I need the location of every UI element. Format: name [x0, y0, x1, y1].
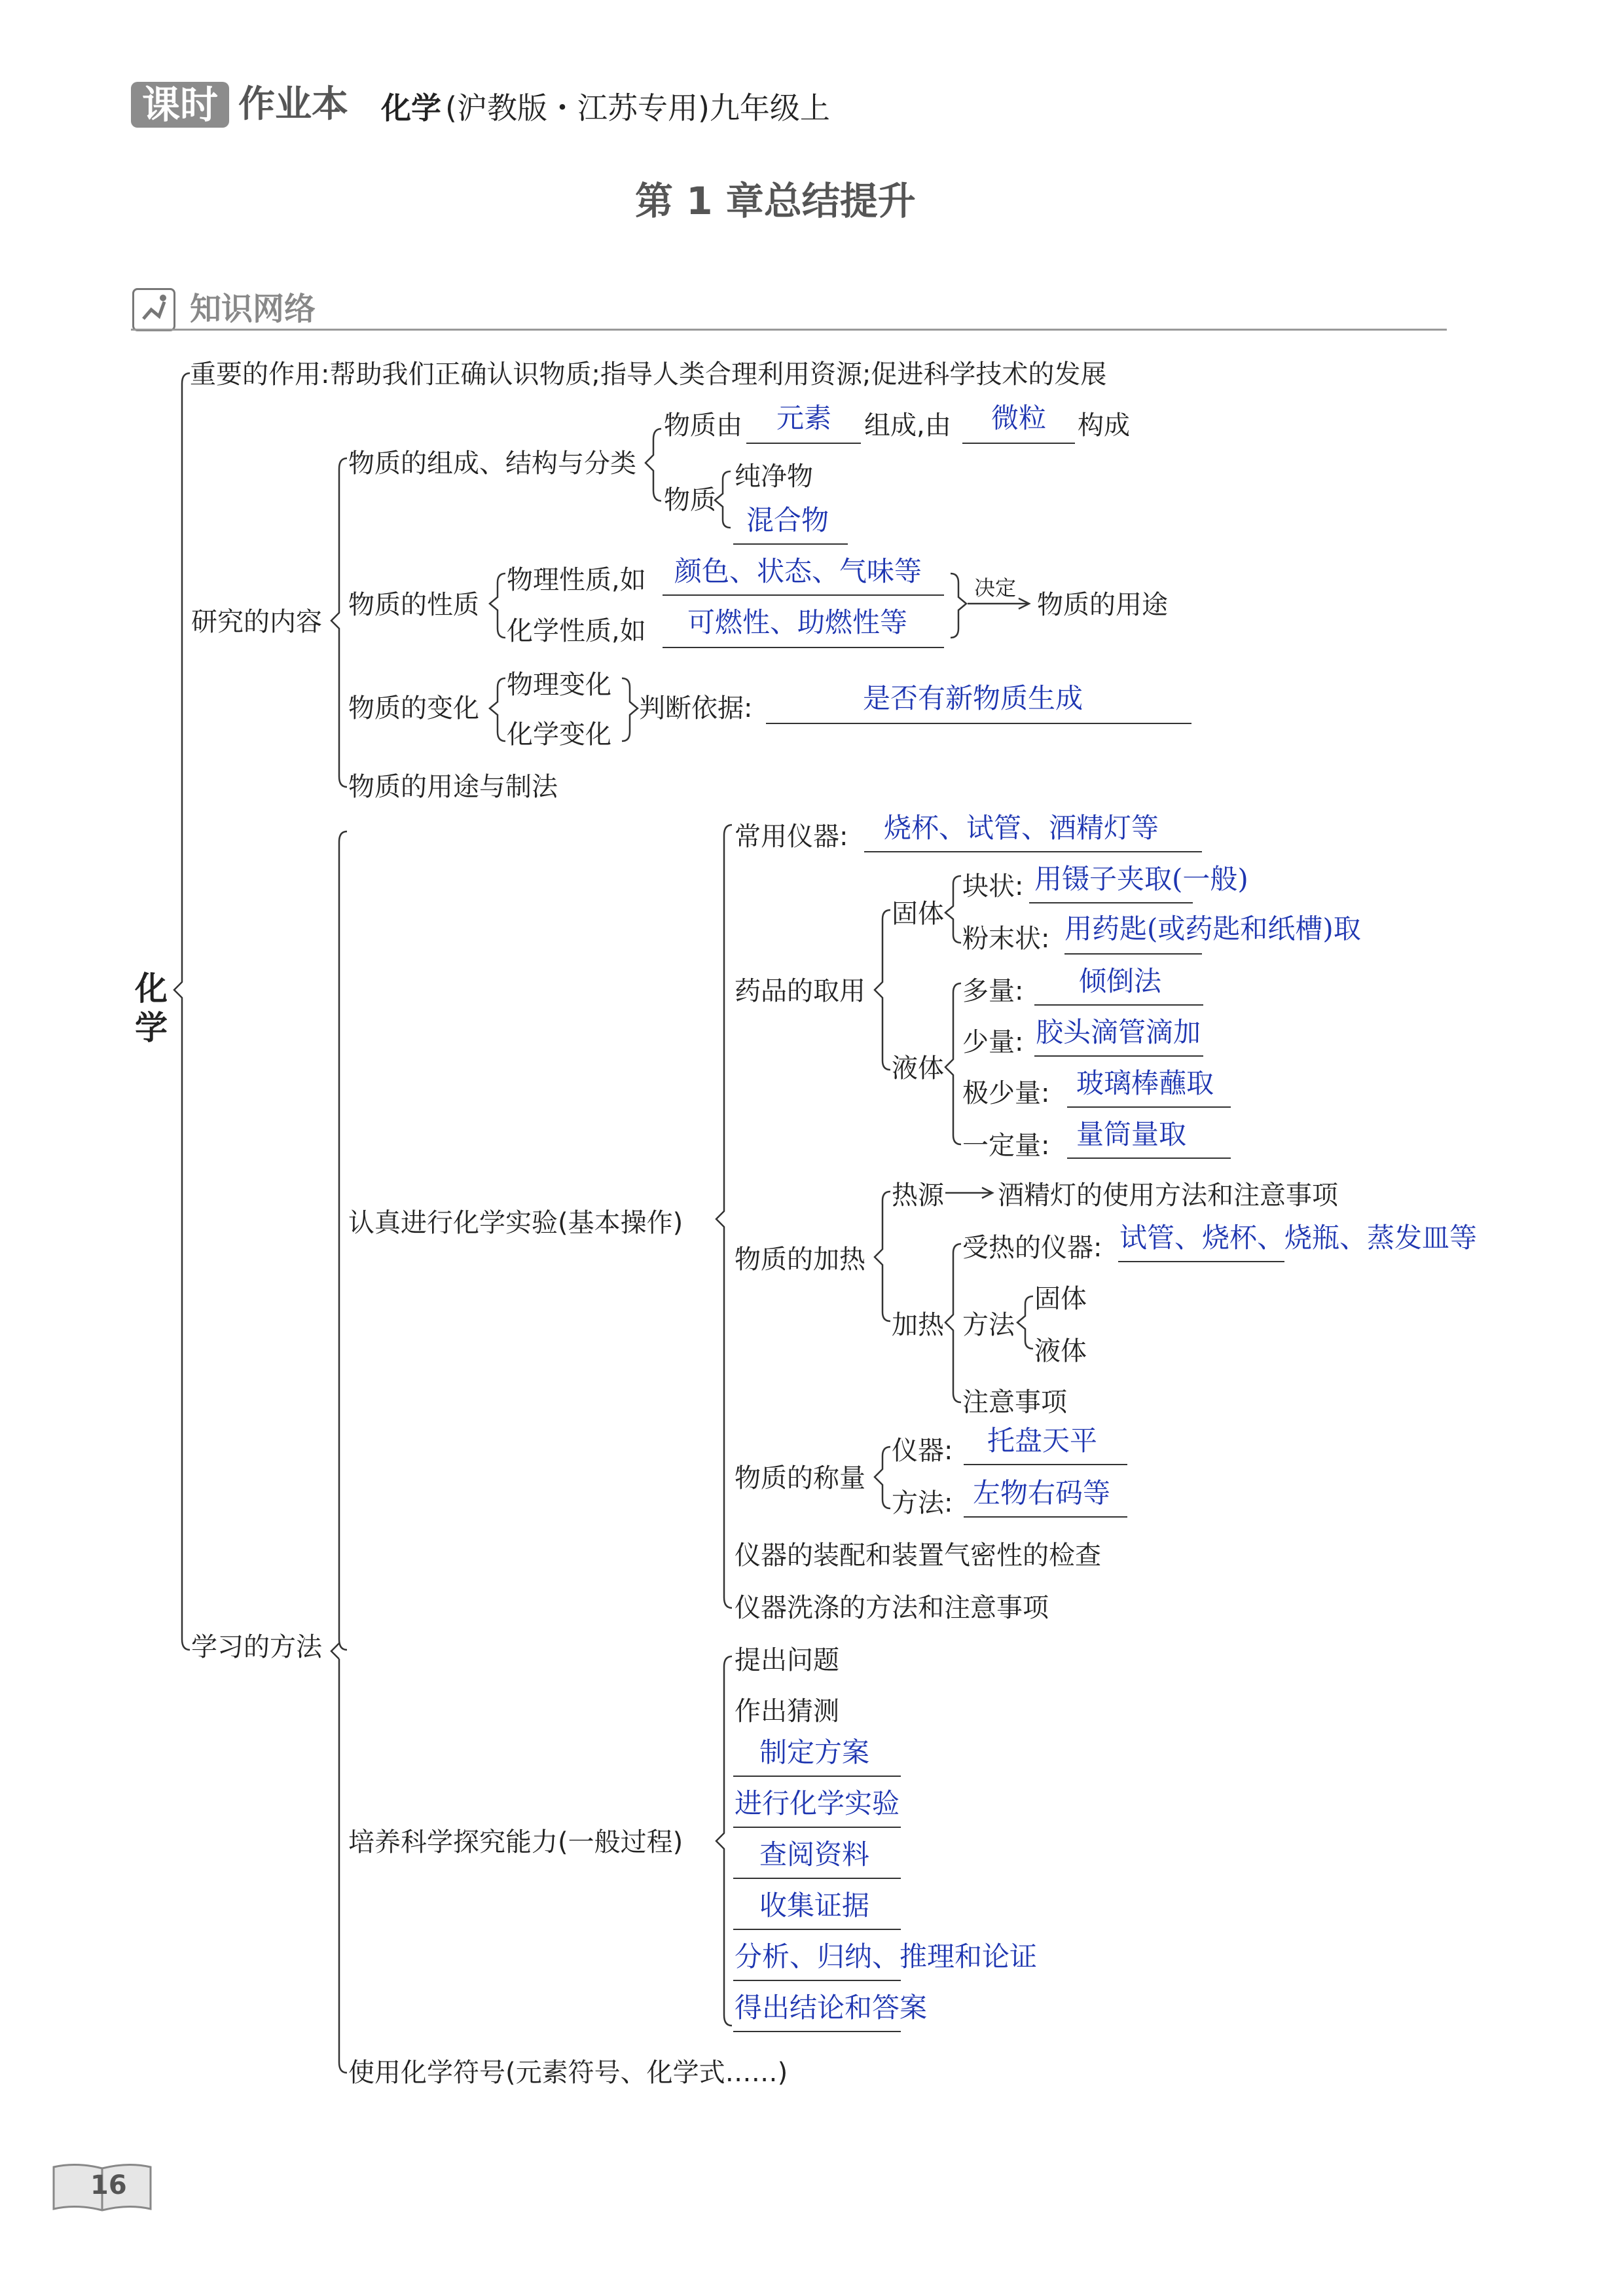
answer-mixture: 混合物	[746, 504, 829, 536]
much-pre: 多量:	[962, 976, 1024, 1006]
answer-heated-instruments: 试管、烧杯、烧瓶、蒸发皿等	[1119, 1222, 1478, 1254]
composition-label: 物质的组成、结构与分类	[348, 448, 636, 479]
alcohol-lamp-notes: 酒精灯的使用方法和注意事项	[998, 1180, 1338, 1211]
basis-pre: 判断依据:	[639, 693, 753, 723]
answer-powder: 用药匙(或药匙和纸槽)取	[1064, 913, 1361, 945]
weighing-label: 物质的称量	[735, 1463, 865, 1493]
chemical-symbols: 使用化学符号(元素符号、化学式……)	[348, 2058, 788, 2088]
answer-plan: 制定方案	[759, 1736, 870, 1768]
pure-substance: 纯净物	[735, 462, 813, 492]
subject-name: 化学	[381, 90, 441, 126]
answer-particles: 微粒	[991, 402, 1047, 434]
research-label: 研究的内容	[191, 607, 322, 637]
weighing-instrument-pre: 仪器:	[892, 1436, 953, 1466]
taking-solid: 固体	[892, 899, 944, 929]
edition-info: (沪教版・江苏专用)九年级上	[445, 90, 830, 126]
answer-much: 倾倒法	[1079, 965, 1162, 997]
chapter-title: 第 1 章总结提升	[635, 179, 916, 223]
instruments-pre: 常用仪器:	[735, 822, 848, 852]
answer-little: 胶头滴管滴加	[1036, 1016, 1201, 1048]
section-title: 知识网络	[190, 291, 316, 327]
step-question: 提出问题	[735, 1645, 839, 1675]
heat-source: 热源	[892, 1180, 944, 1211]
heat-notes: 注意事项	[962, 1387, 1067, 1417]
made-of-pre: 物质由	[664, 410, 742, 441]
use-and-prep: 物质的用途与制法	[348, 772, 558, 802]
page-number: 16	[90, 2170, 127, 2200]
answer-chemical-property: 可燃性、助燃性等	[687, 606, 908, 638]
lump-pre: 块状:	[962, 871, 1024, 902]
step-guess: 作出猜测	[735, 1696, 839, 1726]
powder-pre: 粉末状:	[962, 924, 1050, 954]
made-of-mid: 组成,由	[864, 410, 951, 441]
method-label: 学习的方法	[191, 1632, 322, 1662]
answer-left-object: 左物右码等	[973, 1477, 1111, 1509]
chemical-property-pre: 化学性质,如	[507, 616, 646, 646]
answer-experiment: 进行化学实验	[735, 1787, 900, 1819]
matter-label: 物质	[664, 485, 716, 515]
series-name: 作业本	[238, 83, 348, 126]
properties-label: 物质的性质	[348, 590, 479, 620]
little-pre: 少量:	[962, 1027, 1024, 1057]
series-logo: 课时	[131, 82, 229, 128]
answer-conclusion: 得出结论和答案	[735, 1992, 928, 2024]
washing-notes: 仪器洗涤的方法和注意事项	[735, 1593, 1049, 1623]
section-divider	[131, 329, 1447, 331]
physical-property-pre: 物理性质,如	[507, 565, 646, 595]
answer-elements: 元素	[776, 402, 832, 434]
heated-instruments-pre: 受热的仪器:	[962, 1233, 1102, 1263]
chemical-change: 化学变化	[507, 720, 611, 750]
made-of-post: 构成	[1078, 410, 1130, 441]
fixed-pre: 一定量:	[962, 1131, 1050, 1161]
inquiry-label: 培养科学探究能力(一般过程)	[348, 1827, 683, 1857]
taking-liquid: 液体	[892, 1053, 944, 1084]
answer-evidence: 收集证据	[759, 1889, 870, 1922]
answer-fixed: 量筒量取	[1076, 1118, 1187, 1150]
importance-line: 重要的作用:帮助我们正确认识物质;指导人类合理利用资源;促进科学技术的发展	[190, 359, 1107, 390]
decides-label: 决定	[974, 575, 1017, 600]
use-of-matter: 物质的用途	[1037, 590, 1168, 620]
runner-icon	[132, 288, 175, 331]
experiment-label: 认真进行化学实验(基本操作)	[348, 1208, 683, 1238]
changes-label: 物质的变化	[348, 693, 479, 723]
heat-label: 加热	[892, 1310, 944, 1340]
answer-literature: 查阅资料	[759, 1838, 870, 1870]
answer-basis: 是否有新物质生成	[863, 682, 1083, 714]
answer-lump: 用镊子夹取(一般)	[1034, 863, 1248, 895]
tiny-pre: 极少量:	[962, 1078, 1050, 1108]
physical-change: 物理变化	[507, 670, 611, 700]
answer-analysis: 分析、归纳、推理和论证	[735, 1941, 1038, 1973]
answer-tiny: 玻璃棒蘸取	[1076, 1067, 1214, 1099]
assembly-check: 仪器的装配和装置气密性的检查	[735, 1540, 1101, 1571]
weighing-method-pre: 方法:	[892, 1488, 953, 1518]
heat-solid: 固体	[1034, 1284, 1087, 1314]
heat-liquid: 液体	[1034, 1336, 1087, 1366]
answer-instruments: 烧杯、试管、酒精灯等	[884, 812, 1159, 844]
taking-label: 药品的取用	[735, 976, 865, 1006]
tree-root: 化学	[135, 970, 168, 1047]
answer-physical-property: 颜色、状态、气味等	[674, 555, 922, 587]
heat-method: 方法	[962, 1310, 1015, 1340]
heating-label: 物质的加热	[735, 1245, 865, 1275]
answer-balance: 托盘天平	[987, 1425, 1098, 1457]
